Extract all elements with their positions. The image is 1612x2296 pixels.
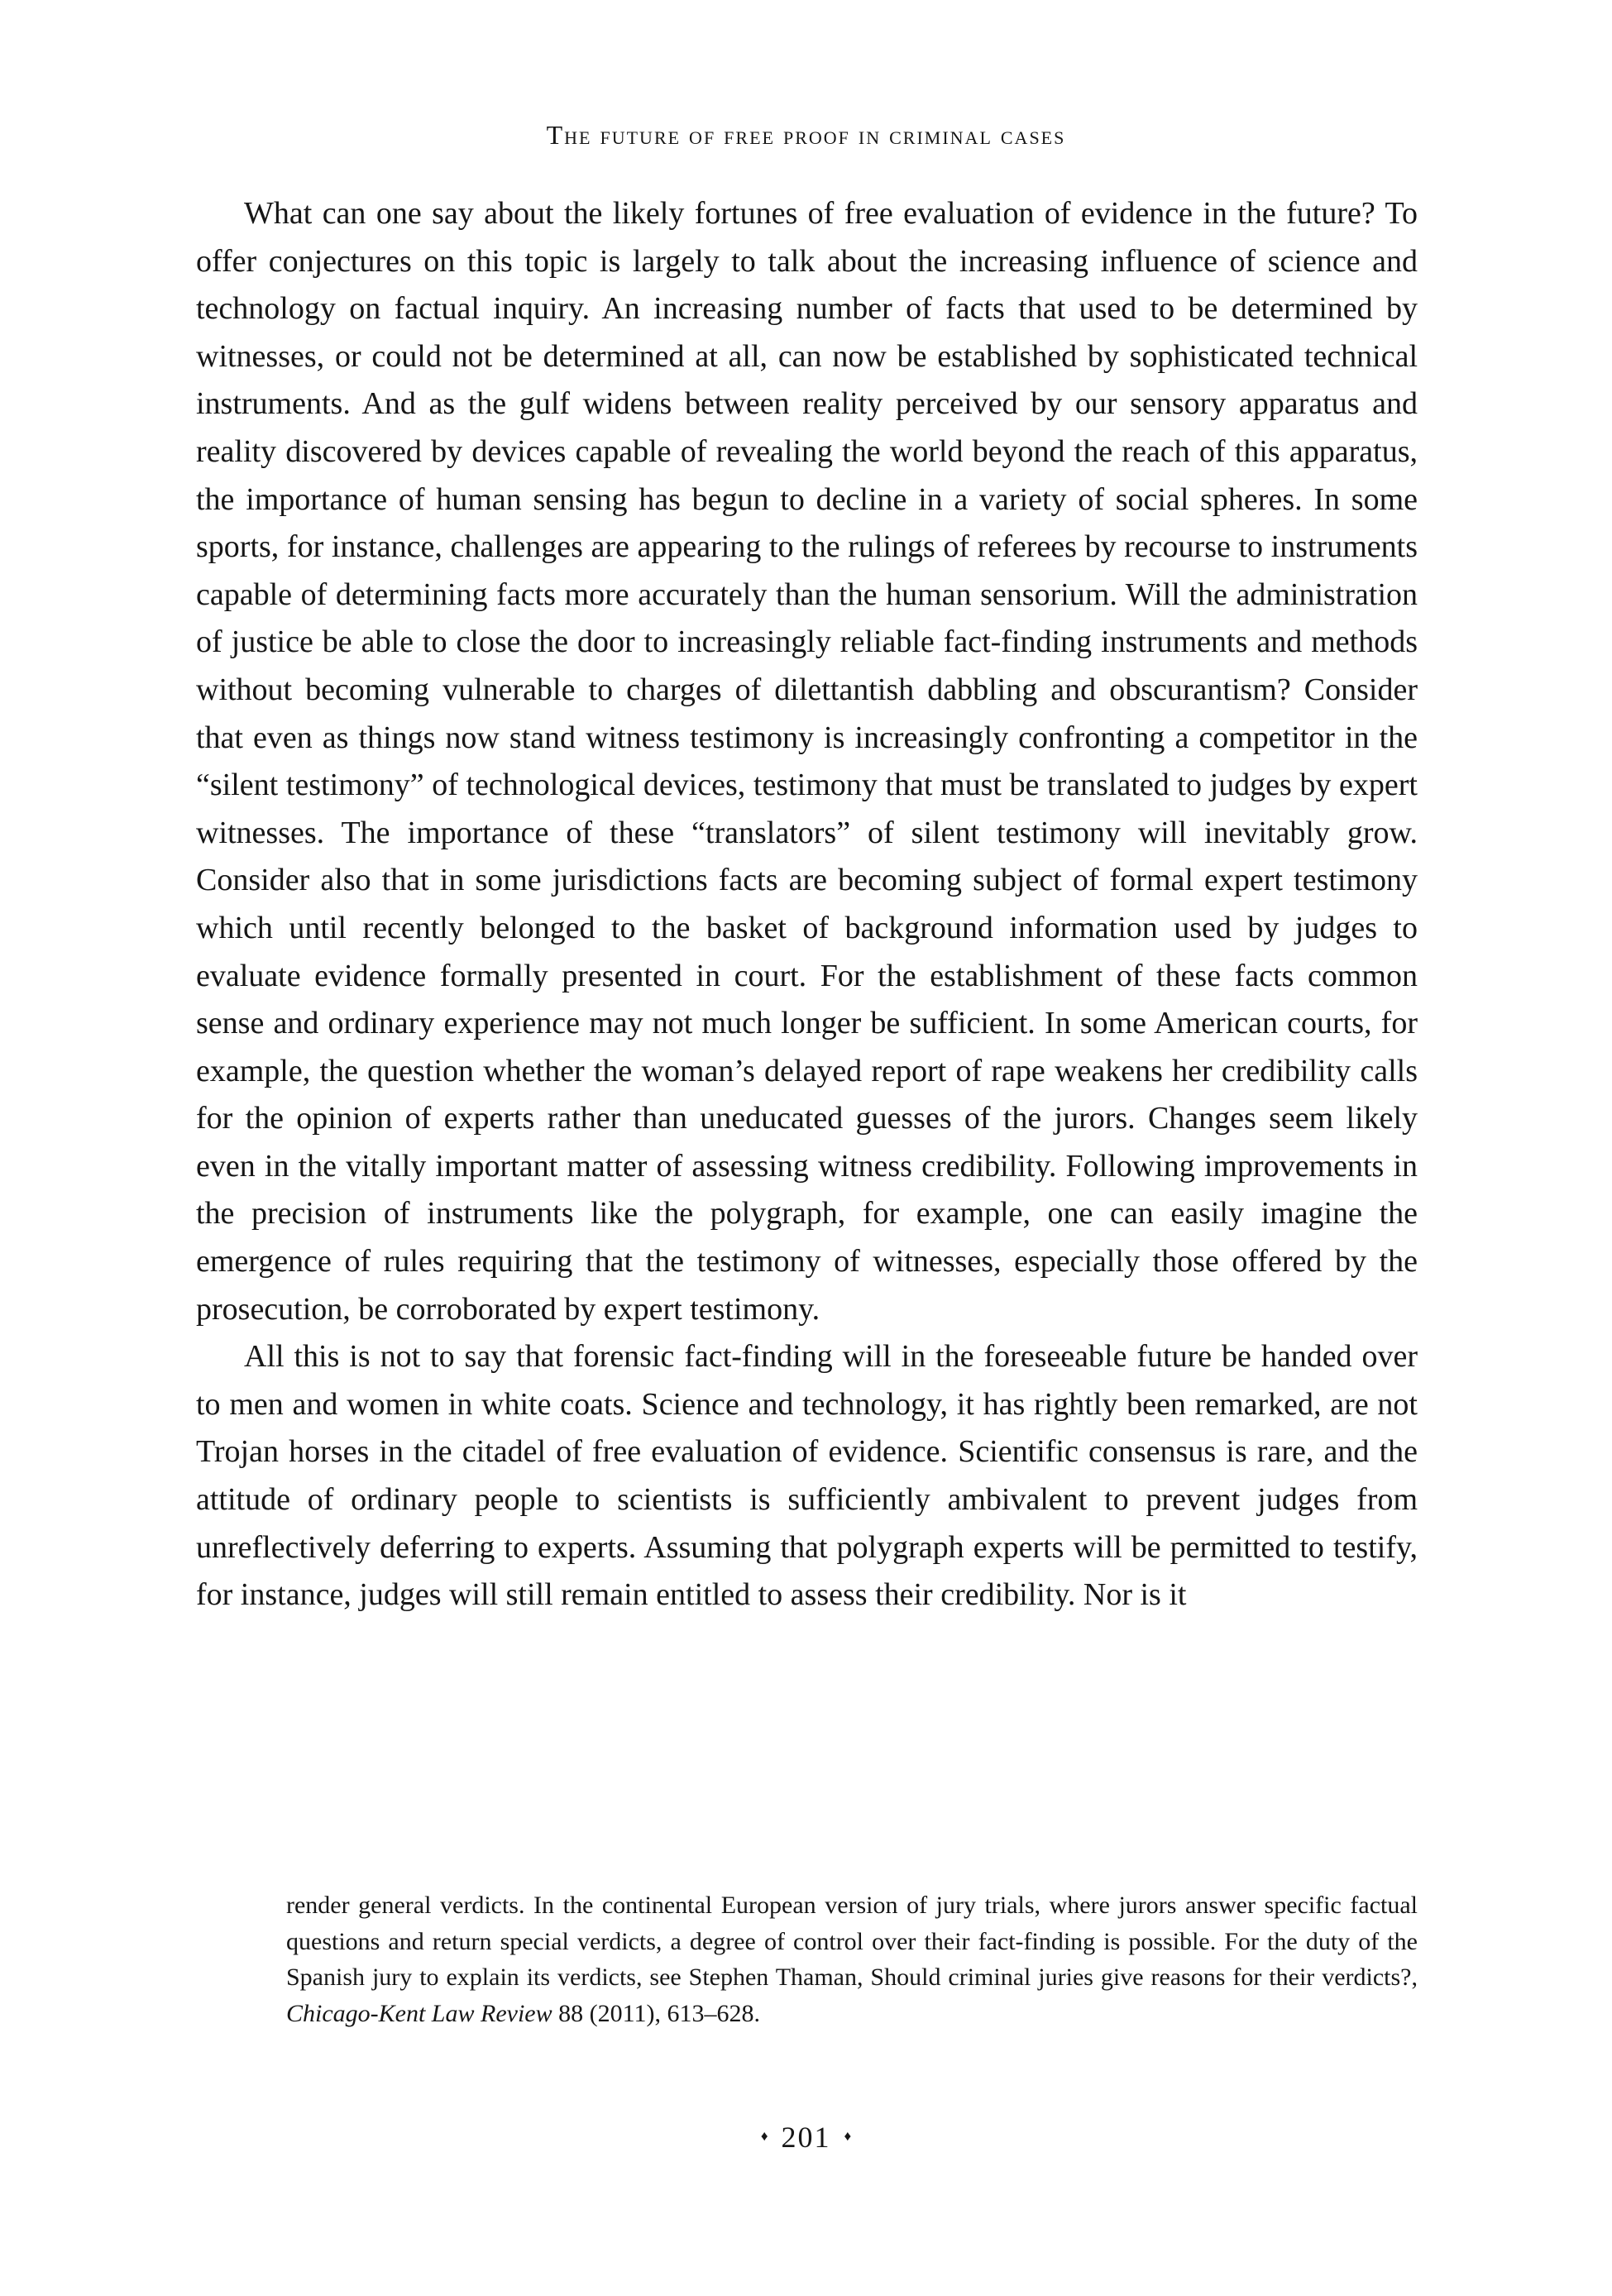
body-text <box>196 190 1418 1619</box>
footnote-citation-tail: 88 (2011), 613–628. <box>552 1999 760 2027</box>
footnote <box>286 1887 1418 2031</box>
footnote-text: render general verdicts. In the continental European version of jury trials, where jurors answer specific factual questions and return special verdicts, a degree of control over their fact-finding is possible. For the duty of the Spanish jury to explain its verdicts, see Stephen Thaman, Should criminal juries give reasons for their verdicts?, <box>286 1892 1418 1991</box>
paragraph-2: All this is not to say that forensic fact-finding will in the foreseeable future be handed over to men and women in white coats. Science and technology, it has rightly been remarked, are not Trojan horses in the citadel of free evaluation of evidence. Scientific consensus is rare, and the attitude of ordinary people to scientists is sufficiently ambivalent to prevent judges from unreflectively deferring to experts. Assuming that polygraph experts will be permitted to testify, for instance, judges will still remain entitled to assess their credibility. Nor is it <box>196 1339 1418 1613</box>
diamond-ornament-right: ♦ <box>844 2127 852 2144</box>
page-footer <box>0 2119 1612 2159</box>
running-header: The future of free proof in criminal cases <box>546 120 1066 150</box>
page-number: 201 <box>781 2121 831 2154</box>
footnote-journal-title: Chicago-Kent Law Review <box>286 1999 552 2027</box>
diamond-ornament-left: ♦ <box>760 2127 768 2144</box>
paragraph-1: What can one say about the likely fortunes of free evaluation of evidence in the future? To offer conjectures on this topic is largely to talk about the increasing influence of science and technology on factual inquiry. An increasing number of facts that used to be determined by witnesses, or could not be determined at all, can now be established by sophisticated technical instruments. And as the gulf widens between reality perceived by our sensory apparatus and reality discovered by devices capable of revealing the world beyond the reach of this apparatus, the importance of human sensing has begun to decline in a variety of social spheres. In some sports, for instance, challenges are appearing to the rulings of referees by recourse to instruments capable of determining facts more accurately than the human sensorium. Will the administration of justice be able to close the door to increasingly reliable fact-finding instruments and methods without becoming vulnerable to charges of dilettantish dabbling and obscurantism? Consider that even as things now stand witness testimony is increasingly confronting a competitor in the “silent testimony” of technological devices, testimony that must be translated to judges by expert witnesses. The importance of these “translators” of silent testimony will inevitably grow. Consider also that in some jurisdictions facts are becoming subject of formal expert testimony which until recently belonged to the basket of background information used by judges to evaluate evidence formally presented in court. For the establishment of these facts common sense and ordinary experience may not much longer be sufficient. In some American courts, for example, the question whether the woman’s delayed report of rape weakens her credibility calls for the opinion of experts rather than uneducated guesses of the jurors. Changes seem likely even in the vitally important matter of assessing witness credibility. Following improvements in the precision of instruments like the polygraph, for example, one can easily imagine the emergence of rules requiring that the testimony of witnesses, especially those offered by the prosecution, be corroborated by expert testimony. <box>196 196 1418 1327</box>
